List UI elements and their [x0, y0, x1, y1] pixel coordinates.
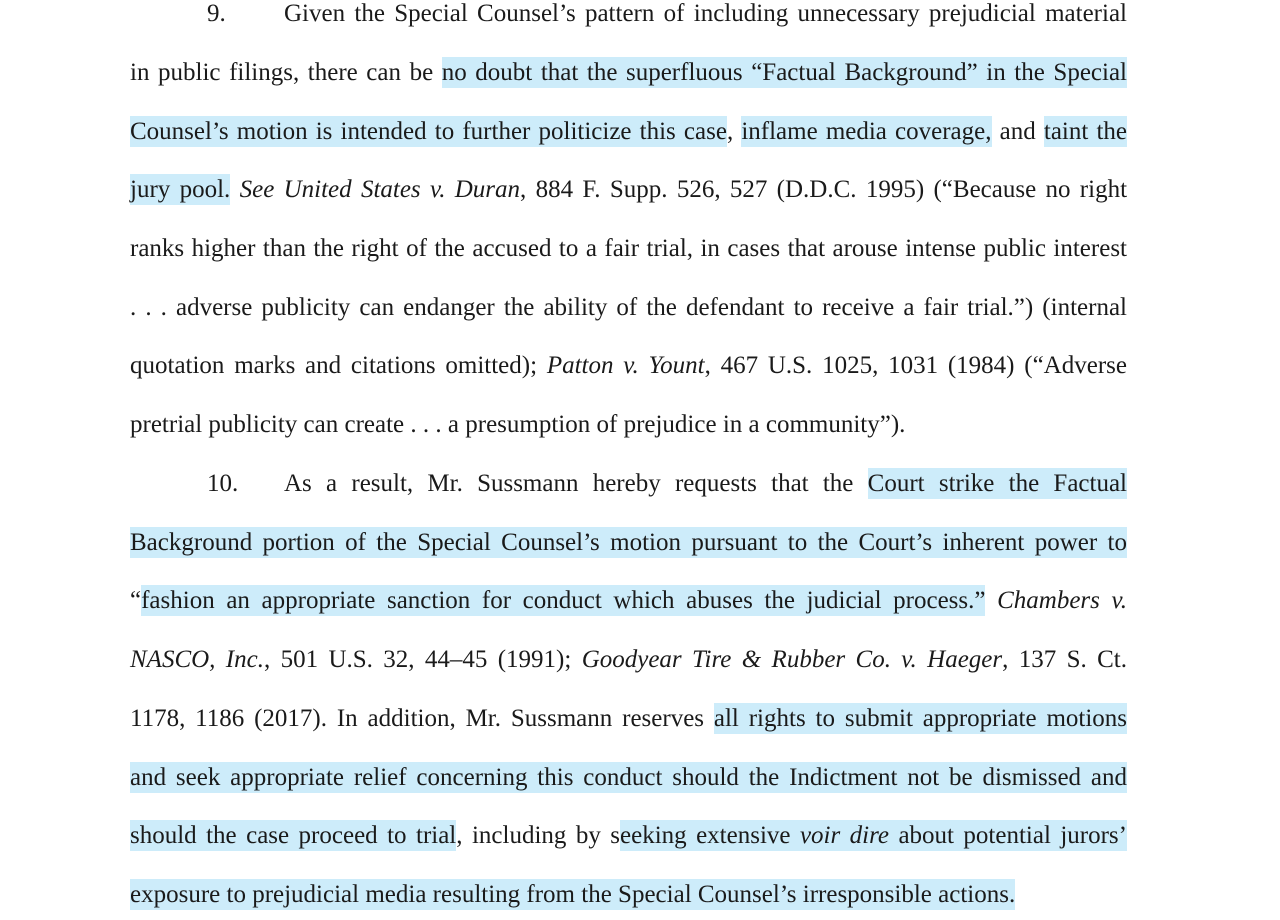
- para9-text: Given the Special Counsel’s pattern of including unnecessary prejudicial material: [284, 0, 1127, 27]
- case-citation: Chambers v.: [997, 587, 1127, 614]
- case-citation: Goodyear Tire & Rubber Co. v. Haeger: [581, 646, 1003, 673]
- para9-line-3: Counsel’s motion is intended to further politicize this case, inflame media coverage, and taint the: [130, 118, 1127, 145]
- case-citation: Patton v. Yount: [546, 352, 705, 379]
- highlight: voir dire: [799, 822, 889, 849]
- highlight: eeking extensive: [620, 822, 800, 849]
- highlight: no doubt that the superfluous “Factual Background” in the Special: [441, 59, 1128, 86]
- para10-line-3: “fashion an appropriate sanction for conduct which abuses the judicial process.” Chambers v.: [130, 587, 1127, 614]
- para9-number: 9.: [207, 0, 226, 27]
- para10-line-8: [130, 879, 1127, 911]
- highlight: exposure to prejudicial media resulting from the Special Counsel’s irresponsible actions.: [130, 881, 1016, 908]
- case-citation: See United States v. Duran: [239, 176, 521, 203]
- case-citation: NASCO, Inc.: [130, 646, 264, 673]
- para10-line-7: should the case proceed to trial, including by seeking extensive voir dire about potential jurors’: [130, 822, 1127, 849]
- para10-line-4: NASCO, Inc., 501 U.S. 32, 44–45 (1991); Goodyear Tire & Rubber Co. v. Haeger, 137 S. Ct.: [130, 646, 1127, 673]
- para9-line-2: in public filings, there can be no doubt that the superfluous “Factual Background” in the Special: [130, 59, 1128, 86]
- para9-line-5: ranks higher than the right of the accused to a fair trial, in cases that arouse intense public interest: [130, 235, 1127, 262]
- highlight: Background portion of the Special Counsel’s motion pursuant to the Court’s inherent power to: [130, 529, 1127, 556]
- para10-line-2: [130, 527, 1127, 559]
- highlight: Court strike the Factual: [867, 470, 1127, 497]
- para10-line-5: 1178, 1186 (2017). In addition, Mr. Sussmann reserves all rights to submit appropriate motions: [130, 705, 1128, 732]
- para10-line-6: [130, 762, 1127, 794]
- para9-line-6: . . . adverse publicity can endanger the ability of the defendant to receive a fair trial.”) (internal: [130, 294, 1127, 321]
- highlight: all rights to submit appropriate motions: [713, 705, 1128, 732]
- para9-line-8: pretrial publicity can create . . . a presumption of prejudice in a community”).: [130, 411, 906, 438]
- highlight: and seek appropriate relief concerning this conduct should the Indictment not be dismissed and: [130, 764, 1127, 791]
- highlight: fashion an appropriate sanction for conduct which abuses the judicial process.”: [141, 587, 986, 614]
- highlight: inflame media coverage,: [741, 118, 992, 145]
- highlight: should the case proceed to trial: [130, 822, 457, 849]
- highlight: Counsel’s motion is intended to further politicize this case: [130, 118, 727, 145]
- highlight: taint the: [1043, 118, 1127, 145]
- para9-line-4: jury pool. See United States v. Duran, 884 F. Supp. 526, 527 (D.D.C. 1995) (“Because no right: [130, 176, 1128, 203]
- para9-line-7: quotation marks and citations omitted); Patton v. Yount, 467 U.S. 1025, 1031 (1984) (“Adverse: [130, 352, 1127, 379]
- para10-number: 10.: [207, 470, 239, 497]
- para9-line-1: [130, 0, 1127, 30]
- para10-line-1: 10. As a result, Mr. Sussmann hereby requests that the Court strike the Factual: [130, 468, 1127, 500]
- highlight: jury pool.: [130, 176, 231, 203]
- highlight: about potential jurors’: [889, 822, 1127, 849]
